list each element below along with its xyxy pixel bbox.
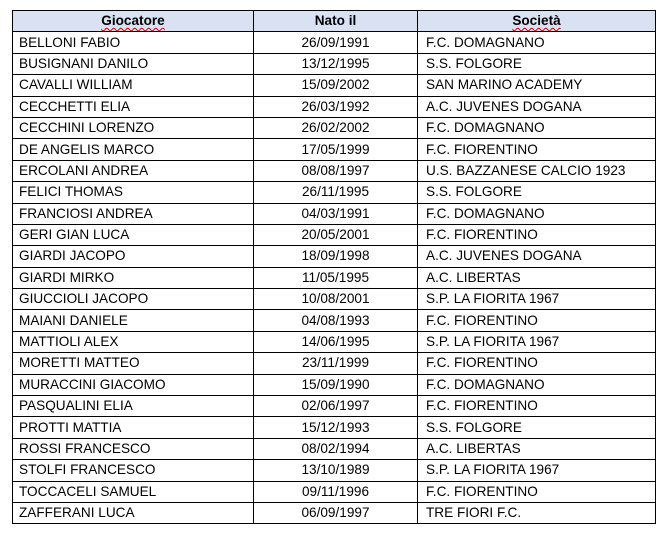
header-player-label: Giocatore <box>101 13 165 29</box>
club-cell: A.C. JUVENES DOGANA <box>418 246 656 267</box>
birth-date-cell: 08/02/1994 <box>254 438 418 459</box>
birth-date-cell: 10/08/2001 <box>254 289 418 310</box>
club-cell: F.C. FIORENTINO <box>418 139 656 160</box>
player-name-cell: PASQUALINI ELIA <box>13 396 254 417</box>
player-name-cell: GIUCCIOLI JACOPO <box>13 289 254 310</box>
table-row <box>13 267 656 288</box>
club-cell: TRE FIORI F.C. <box>418 502 656 523</box>
club-cell: F.C. FIORENTINO <box>418 310 656 331</box>
player-name-cell: GIARDI MIRKO <box>13 267 254 288</box>
club-cell: F.C. DOMAGNANO <box>418 117 656 138</box>
birth-date-cell: 15/12/1993 <box>254 417 418 438</box>
birth-date-cell: 26/11/1995 <box>254 182 418 203</box>
player-name-cell: MAIANI DANIELE <box>13 310 254 331</box>
club-cell: F.C. FIORENTINO <box>418 481 656 502</box>
club-cell: A.C. JUVENES DOGANA <box>418 96 656 117</box>
club-cell: U.S. BAZZANESE CALCIO 1923 <box>418 160 656 181</box>
birth-date-cell: 02/06/1997 <box>254 396 418 417</box>
header-club <box>418 11 656 32</box>
table-row <box>13 353 656 374</box>
player-name-cell: CECCHINI LORENZO <box>13 117 254 138</box>
player-name-cell: MURACCINI GIACOMO <box>13 374 254 395</box>
club-cell: F.C. FIORENTINO <box>418 353 656 374</box>
club-cell: S.P. LA FIORITA 1967 <box>418 460 656 481</box>
header-born <box>254 11 418 32</box>
club-cell: A.C. LIBERTAS <box>418 267 656 288</box>
table-row <box>13 117 656 138</box>
player-name-cell: MATTIOLI ALEX <box>13 331 254 352</box>
birth-date-cell: 06/09/1997 <box>254 502 418 523</box>
birth-date-cell: 04/08/1993 <box>254 310 418 331</box>
player-name-cell: ERCOLANI ANDREA <box>13 160 254 181</box>
club-cell: F.C. DOMAGNANO <box>418 374 656 395</box>
table-row <box>13 460 656 481</box>
player-name-cell: CECCHETTI ELIA <box>13 96 254 117</box>
club-cell: F.C. FIORENTINO <box>418 396 656 417</box>
table-body <box>13 32 656 524</box>
table-row <box>13 53 656 74</box>
player-name-cell: BELLONI FABIO <box>13 32 254 53</box>
player-name-cell: CAVALLI WILLIAM <box>13 75 254 96</box>
birth-date-cell: 04/03/1991 <box>254 203 418 224</box>
birth-date-cell: 13/12/1995 <box>254 53 418 74</box>
table-row <box>13 481 656 502</box>
player-name-cell: ZAFFERANI LUCA <box>13 502 254 523</box>
club-cell: SAN MARINO ACADEMY <box>418 75 656 96</box>
table-row <box>13 32 656 53</box>
table-row <box>13 310 656 331</box>
birth-date-cell: 15/09/1990 <box>254 374 418 395</box>
club-cell: A.C. LIBERTAS <box>418 438 656 459</box>
birth-date-cell: 23/11/1999 <box>254 353 418 374</box>
player-name-cell: ROSSI FRANCESCO <box>13 438 254 459</box>
table-row <box>13 182 656 203</box>
club-cell: S.S. FOLGORE <box>418 182 656 203</box>
player-name-cell: BUSIGNANI DANILO <box>13 53 254 74</box>
table-row <box>13 417 656 438</box>
birth-date-cell: 08/08/1997 <box>254 160 418 181</box>
table-row <box>13 224 656 245</box>
club-cell: F.C. FIORENTINO <box>418 224 656 245</box>
table-row <box>13 96 656 117</box>
player-name-cell: MORETTI MATTEO <box>13 353 254 374</box>
player-name-cell: DE ANGELIS MARCO <box>13 139 254 160</box>
club-cell: F.C. DOMAGNANO <box>418 203 656 224</box>
player-name-cell: PROTTI MATTIA <box>13 417 254 438</box>
birth-date-cell: 26/09/1991 <box>254 32 418 53</box>
player-name-cell: TOCCACELI SAMUEL <box>13 481 254 502</box>
players-table <box>12 10 656 524</box>
birth-date-cell: 26/02/2002 <box>254 117 418 138</box>
club-cell: S.S. FOLGORE <box>418 417 656 438</box>
table-row <box>13 203 656 224</box>
table-row <box>13 160 656 181</box>
table-header <box>13 11 656 32</box>
club-cell: F.C. DOMAGNANO <box>418 32 656 53</box>
player-name-cell: GIARDI JACOPO <box>13 246 254 267</box>
birth-date-cell: 11/05/1995 <box>254 267 418 288</box>
birth-date-cell: 14/06/1995 <box>254 331 418 352</box>
header-row <box>13 11 656 32</box>
table-row <box>13 438 656 459</box>
table-row <box>13 246 656 267</box>
table-row <box>13 331 656 352</box>
player-name-cell: GERI GIAN LUCA <box>13 224 254 245</box>
player-name-cell: FELICI THOMAS <box>13 182 254 203</box>
birth-date-cell: 18/09/1998 <box>254 246 418 267</box>
player-name-cell: STOLFI FRANCESCO <box>13 460 254 481</box>
birth-date-cell: 15/09/2002 <box>254 75 418 96</box>
header-club-label: Società <box>512 13 561 29</box>
table-row <box>13 289 656 310</box>
club-cell: S.S. FOLGORE <box>418 53 656 74</box>
table-row <box>13 396 656 417</box>
birth-date-cell: 09/11/1996 <box>254 481 418 502</box>
birth-date-cell: 17/05/1999 <box>254 139 418 160</box>
table-row <box>13 75 656 96</box>
birth-date-cell: 20/05/2001 <box>254 224 418 245</box>
club-cell: S.P. LA FIORITA 1967 <box>418 331 656 352</box>
header-player <box>13 11 254 32</box>
header-born-label: Nato il <box>314 13 357 29</box>
table-row <box>13 139 656 160</box>
table-row <box>13 374 656 395</box>
birth-date-cell: 26/03/1992 <box>254 96 418 117</box>
player-name-cell: FRANCIOSI ANDREA <box>13 203 254 224</box>
birth-date-cell: 13/10/1989 <box>254 460 418 481</box>
table-row <box>13 502 656 523</box>
club-cell: S.P. LA FIORITA 1967 <box>418 289 656 310</box>
